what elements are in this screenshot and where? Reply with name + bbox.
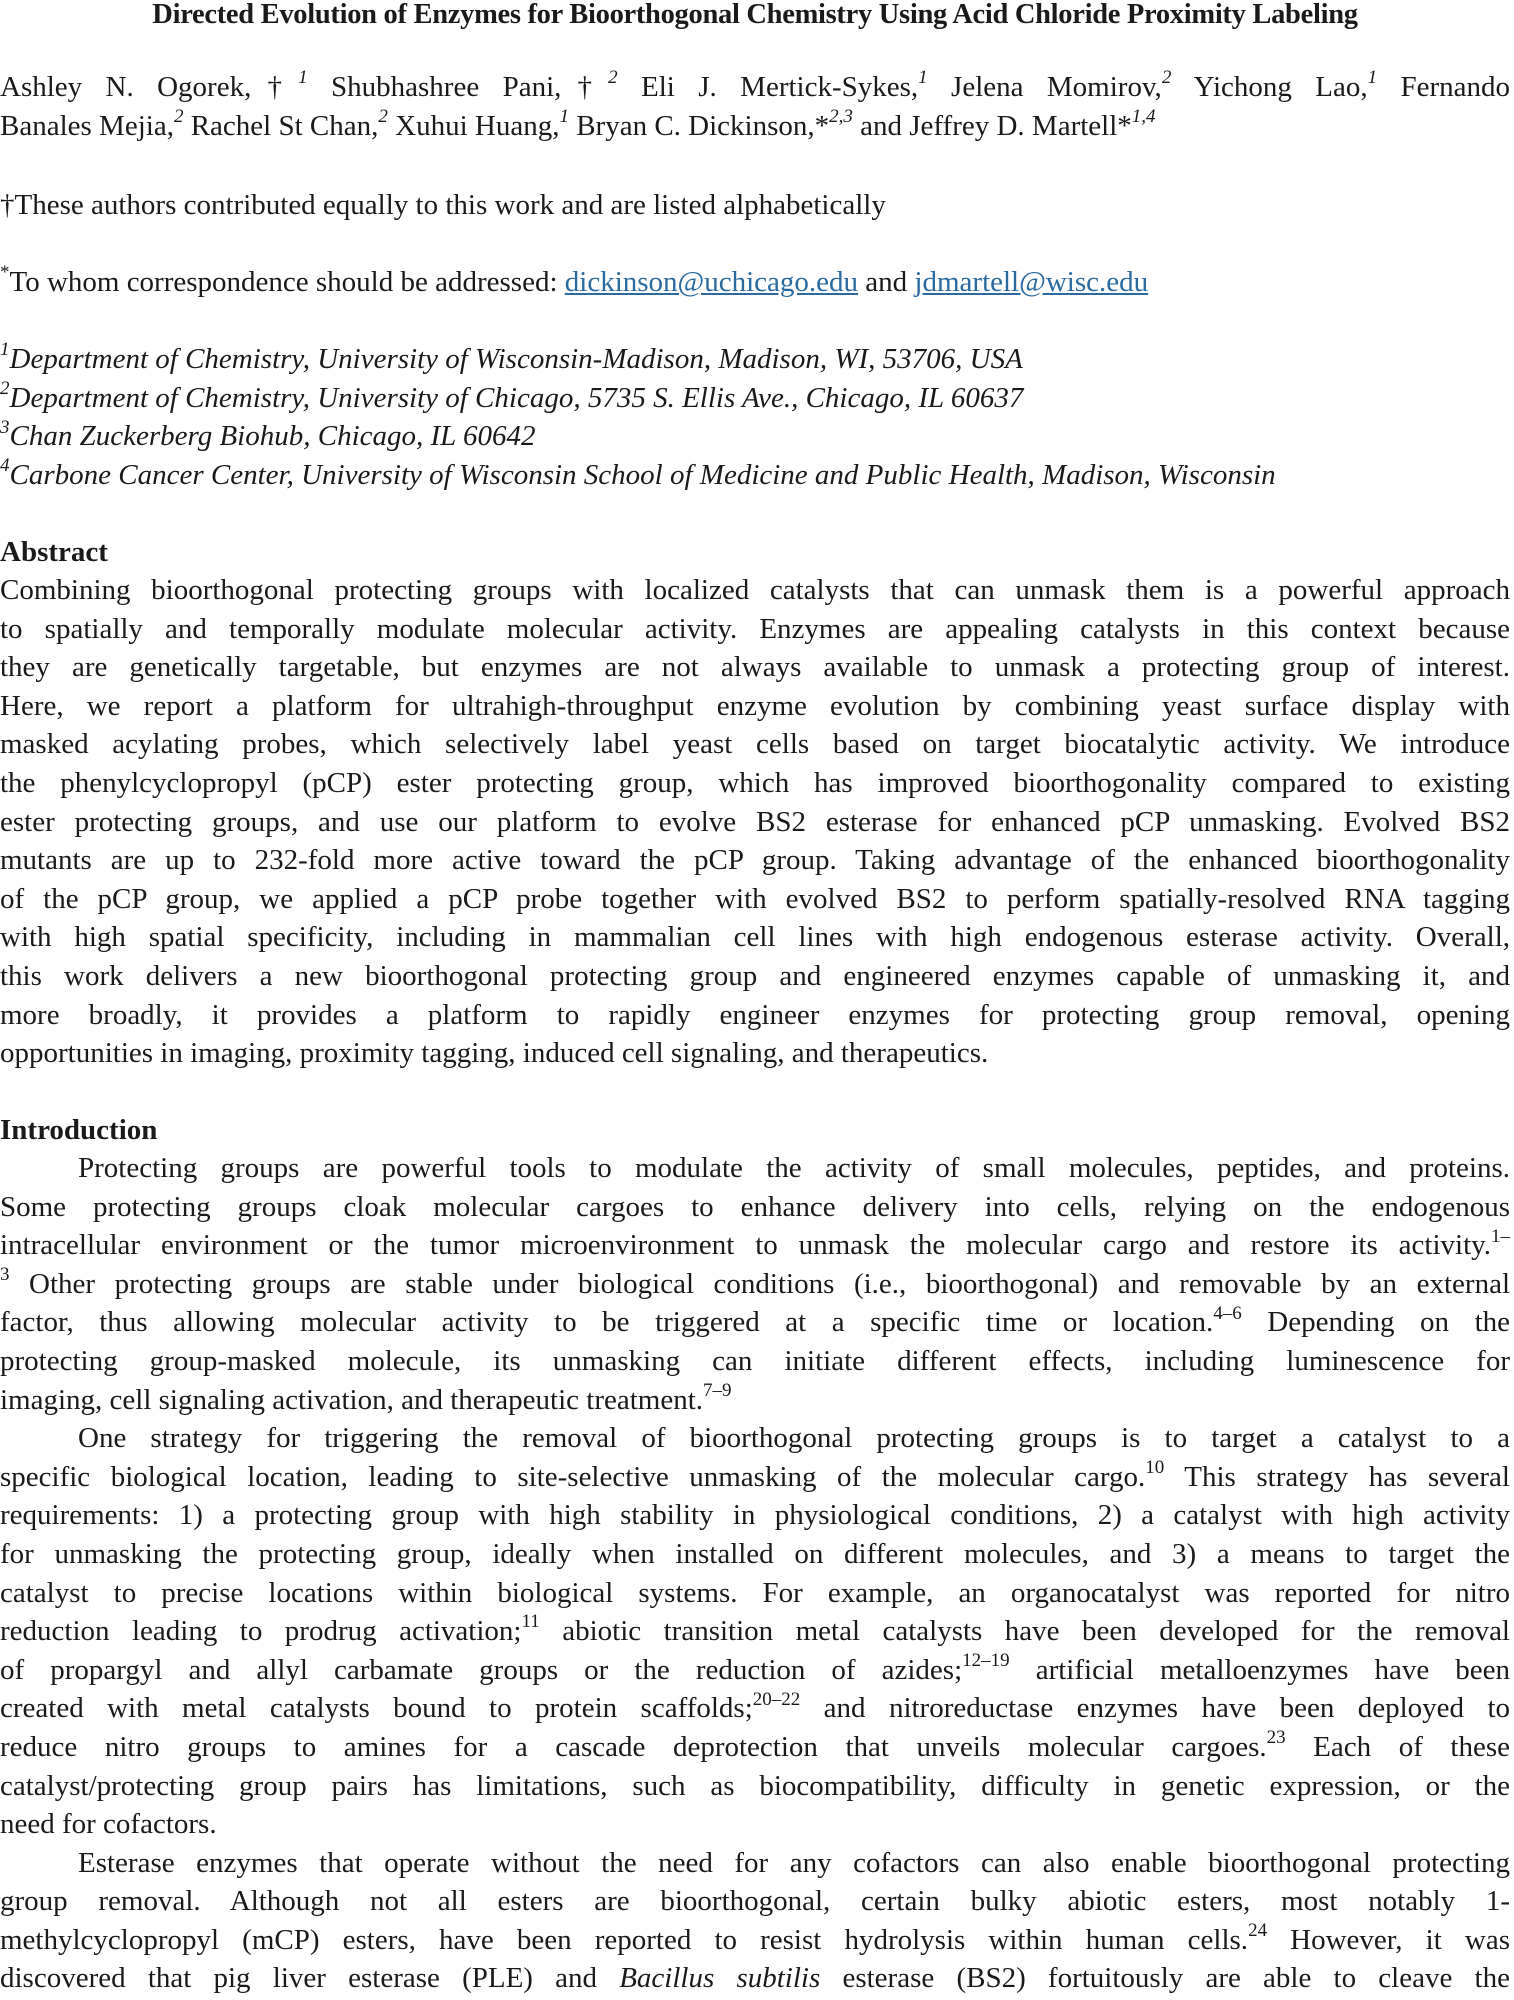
text-run: group removal. Although not all esters are bioorthogonal, certain bulky abiotic esters, most notably 1-: [0, 1885, 1510, 1918]
author-affiliation-number: 2: [608, 67, 618, 89]
author-name: Jelena Momirov,: [951, 71, 1162, 103]
introduction-line: [0, 1496, 1510, 1535]
author-mark: †: [251, 71, 299, 103]
text-run: However, it was: [1267, 1923, 1510, 1956]
text-run: Each of these: [1285, 1730, 1510, 1763]
affiliation-number: 4: [0, 455, 10, 477]
introduction-line: [0, 1226, 1510, 1265]
author-affiliation-number: 2,3: [829, 105, 853, 127]
introduction-line: [0, 1149, 1510, 1188]
author-affiliation-number: 2: [1161, 67, 1172, 89]
text-run: One strategy for triggering the removal of bioorthogonal protecting groups is to target a catalyst to a: [78, 1422, 1510, 1455]
author: [190, 105, 388, 142]
author-name: Eli J. Mertick-Sykes,: [641, 71, 919, 103]
introduction-line: [0, 1265, 1510, 1304]
abstract-body: [0, 571, 1510, 1073]
text-run: imaging, cell signaling activation, and therapeutic treatment.: [0, 1383, 704, 1416]
text-run: requirements: 1) a protecting group with high stability in physiological conditions, 2) a catalyst with high activity: [0, 1499, 1510, 1532]
text-run: catalyst to precise locations within biological systems. For example, an organocatalyst was reported for nitro: [0, 1576, 1510, 1609]
introduction-line: [0, 1767, 1510, 1806]
citation-superscript: 7–9: [703, 1379, 732, 1401]
text-run: reduction leading to prodrug activation;: [0, 1615, 522, 1648]
introduction-line: [0, 1805, 1510, 1844]
correspondence-text: To whom correspondence should be addressed:: [9, 266, 565, 298]
abstract-line: more broadly, it provides a platform to rapidly engineer enzymes for protecting group removal, opening: [0, 998, 1510, 1031]
introduction-heading: Introduction: [0, 1114, 158, 1146]
correspondence-note: [0, 263, 1510, 301]
abstract-line: Combining bioorthogonal protecting groups with localized catalysts that can unmask them is a powerful approach: [0, 574, 1510, 606]
author-name: Banales Mejia,: [0, 109, 174, 142]
affiliation-item: [0, 340, 1510, 379]
equal-contribution-text: These authors contributed equally to this work and are listed alphabetically: [14, 189, 886, 221]
author: [576, 105, 853, 142]
paper-title: Directed Evolution of Enzymes for Bioorthogonal Chemistry Using Acid Chloride Proximity Labeling: [152, 0, 1358, 30]
affiliation-list: [0, 340, 1510, 495]
citation-superscript: 10: [1145, 1457, 1165, 1479]
author: [0, 105, 184, 142]
author-affiliation-number: 1,4: [1131, 105, 1156, 127]
text-run: need for cofactors.: [0, 1808, 217, 1841]
citation-superscript: 23: [1266, 1727, 1286, 1749]
introduction-line: [0, 1959, 1510, 1998]
text-run: catalyst/protecting group pairs has limitations, such as biocompatibility, difficulty in genetic expression, or the: [0, 1769, 1510, 1802]
author-name: Xuhui Huang,: [395, 109, 560, 142]
author-name: Bryan C. Dickinson,: [576, 109, 815, 142]
text-run: created with metal catalysts bound to protein scaffolds;: [0, 1692, 753, 1725]
email-link-martell[interactable]: jdmartell@wisc.edu: [914, 266, 1149, 298]
text-run: Esterase enzymes that operate without the need for any cofactors can also enable bioorthogonal protecting: [78, 1846, 1510, 1879]
affiliation-item: [0, 379, 1510, 418]
correspondence-conj: and: [858, 266, 915, 298]
equal-contribution-note: [0, 186, 1510, 224]
citation-superscript: 20–22: [752, 1688, 801, 1710]
email-link-dickinson[interactable]: dickinson@uchicago.edu: [564, 266, 859, 298]
introduction-line: [0, 1921, 1510, 1960]
abstract-heading: Abstract: [0, 536, 108, 568]
text-run: reduce nitro groups to amines for a cascade deprotection that unveils molecular cargoes.: [0, 1730, 1267, 1763]
affiliation-text: Carbone Cancer Center, University of Wisconsin School of Medicine and Public Health, Madison, Wisconsin: [9, 459, 1276, 492]
author-affiliation-number: 1: [918, 67, 928, 89]
text-run: discovered that pig liver esterase (PLE) and: [0, 1962, 620, 1995]
abstract-line: to spatially and temporally modulate molecular activity. Enzymes are appealing catalysts in this context because: [0, 612, 1510, 645]
dagger-mark: †: [0, 189, 15, 221]
text-run: of propargyl and allyl carbamate groups or the reduction of azides;: [0, 1653, 963, 1686]
author-affiliation-number: 1: [559, 105, 569, 127]
citation-superscript: 11: [521, 1611, 540, 1633]
introduction-line: [0, 1303, 1510, 1342]
introduction-line: [0, 1882, 1510, 1921]
author-name: Shubhashree Pani,: [331, 71, 562, 103]
author: [860, 105, 1156, 142]
text-run: and nitroreductase enzymes have been deployed to: [800, 1692, 1511, 1725]
introduction-line: [0, 1458, 1510, 1497]
author-line-1: [0, 68, 1510, 107]
author-mark: *: [1117, 109, 1132, 142]
introduction-line: [0, 1651, 1510, 1690]
text-run: specific biological location, leading to site-selective unmasking of the molecular cargo.: [0, 1460, 1146, 1493]
introduction-line: [0, 1419, 1510, 1458]
introduction-line: [0, 1342, 1510, 1381]
author-affiliation-number: 2: [173, 105, 184, 127]
introduction-line: [0, 1188, 1510, 1227]
text-run: Depending on the: [1241, 1306, 1511, 1339]
author-mark: †: [561, 71, 609, 103]
citation-superscript: 3: [0, 1264, 10, 1286]
abstract-line: mutants are up to 232-fold more active toward the pCP group. Taking advantage of the enhanced bioorthogonality: [0, 844, 1510, 877]
introduction-line: [0, 1381, 1510, 1420]
citation-superscript: 12–19: [962, 1650, 1010, 1672]
abstract-line: of the pCP group, we applied a pCP probe together with evolved BS2 to perform spatially-resolved RNA tagging: [0, 882, 1510, 915]
text-run: intracellular environment or the tumor microenvironment to unmask the molecular cargo and restore its activity.: [0, 1229, 1491, 1262]
author-affiliation-number: 1: [298, 67, 308, 89]
italic-species-name: Bacillus subtilis: [619, 1962, 821, 1995]
abstract-line: masked acylating probes, which selectively label yeast cells based on target biocatalytic activity. We introduce: [0, 728, 1510, 761]
author-mark: *: [814, 109, 830, 142]
author: [951, 67, 1172, 103]
introduction-line: [0, 1689, 1510, 1728]
author-name: Ashley N. Ogorek,: [0, 71, 252, 103]
introduction-line: [0, 1728, 1510, 1767]
citation-superscript: 4–6: [1213, 1302, 1242, 1324]
author-name: Yichong Lao,: [1193, 71, 1368, 103]
author: [0, 67, 308, 103]
author-name: Rachel St Chan,: [190, 109, 379, 142]
affiliation-number: 3: [0, 416, 10, 438]
introduction-line: [0, 1612, 1510, 1651]
affiliation-item: [0, 417, 1510, 456]
author-line-2: [0, 107, 1510, 146]
text-run: for unmasking the protecting group, ideally when installed on different molecules, and 3) a means to target the: [0, 1537, 1510, 1570]
text-run: Protecting groups are powerful tools to modulate the activity of small molecules, peptides, and proteins.: [78, 1152, 1510, 1184]
abstract-line: they are genetically targetable, but enzymes are not always available to unmask a protecting group of interest.: [0, 651, 1510, 684]
author-name: Fernando: [1400, 71, 1511, 103]
text-run: methylcyclopropyl (mCP) esters, have been reported to resist hydrolysis within human cells.: [0, 1923, 1249, 1956]
author: [641, 67, 928, 103]
abstract-line: with high spatial specificity, including in mammalian cell lines with high endogenous esterase activity. Overall,: [0, 921, 1510, 954]
author: [395, 105, 569, 142]
citation-superscript: 24: [1248, 1920, 1268, 1942]
text-run: esterase (BS2) fortuitously are able to cleave the: [820, 1962, 1510, 1995]
text-run: factor, thus allowing molecular activity to be triggered at a specific time or location.: [0, 1306, 1214, 1339]
affiliation-text: Chan Zuckerberg Biohub, Chicago, IL 60642: [9, 420, 536, 453]
introduction-line: [0, 1535, 1510, 1574]
text-run: Some protecting groups cloak molecular cargoes to enhance delivery into cells, relying on the endogenous: [0, 1190, 1510, 1223]
affiliation-number: 2: [0, 378, 10, 400]
author-affiliation-number: 1: [1367, 67, 1378, 89]
introduction-body: [0, 1149, 1510, 1998]
text-run: protecting group-masked molecule, its unmasking can initiate different effects, including luminescence for: [0, 1344, 1510, 1377]
author: [1193, 67, 1378, 103]
affiliation-number: 1: [0, 339, 10, 361]
citation-superscript: 1–: [1491, 1225, 1510, 1247]
text-run: abiotic transition metal catalysts have been developed for the removal: [539, 1615, 1510, 1648]
text-run: artificial metalloenzymes have been: [1009, 1653, 1510, 1686]
author: [331, 67, 618, 103]
affiliation-text: Department of Chemistry, University of Chicago, 5735 S. Ellis Ave., Chicago, IL 60637: [9, 381, 1024, 414]
author: [1401, 71, 1511, 103]
asterisk-mark: *: [0, 262, 10, 284]
author-name: and Jeffrey D. Martell: [860, 109, 1118, 142]
introduction-line: [0, 1574, 1510, 1613]
abstract-line: opportunities in imaging, proximity tagging, induced cell signaling, and therapeutics.: [0, 1037, 989, 1070]
abstract-line: ester protecting groups, and use our platform to evolve BS2 esterase for enhanced pCP unmasking. Evolved BS2: [0, 805, 1510, 838]
text-run: This strategy has several: [1164, 1460, 1510, 1493]
text-run: Other protecting groups are stable under biological conditions (i.e., bioorthogonal) and removable by an external: [9, 1267, 1510, 1300]
affiliation-text: Department of Chemistry, University of Wisconsin-Madison, Madison, WI, 53706, USA: [9, 343, 1023, 375]
abstract-line: the phenylcyclopropyl (pCP) ester protecting group, which has improved bioorthogonality compared to existing: [0, 766, 1510, 799]
abstract-line: this work delivers a new bioorthogonal protecting group and engineered enzymes capable of unmasking it, and: [0, 959, 1510, 992]
affiliation-item: [0, 456, 1510, 495]
abstract-line: Here, we report a platform for ultrahigh-throughput enzyme evolution by combining yeast surface display with: [0, 689, 1510, 722]
author-affiliation-number: 2: [378, 105, 388, 127]
author-list: [0, 68, 1510, 145]
introduction-line: [0, 1844, 1510, 1883]
